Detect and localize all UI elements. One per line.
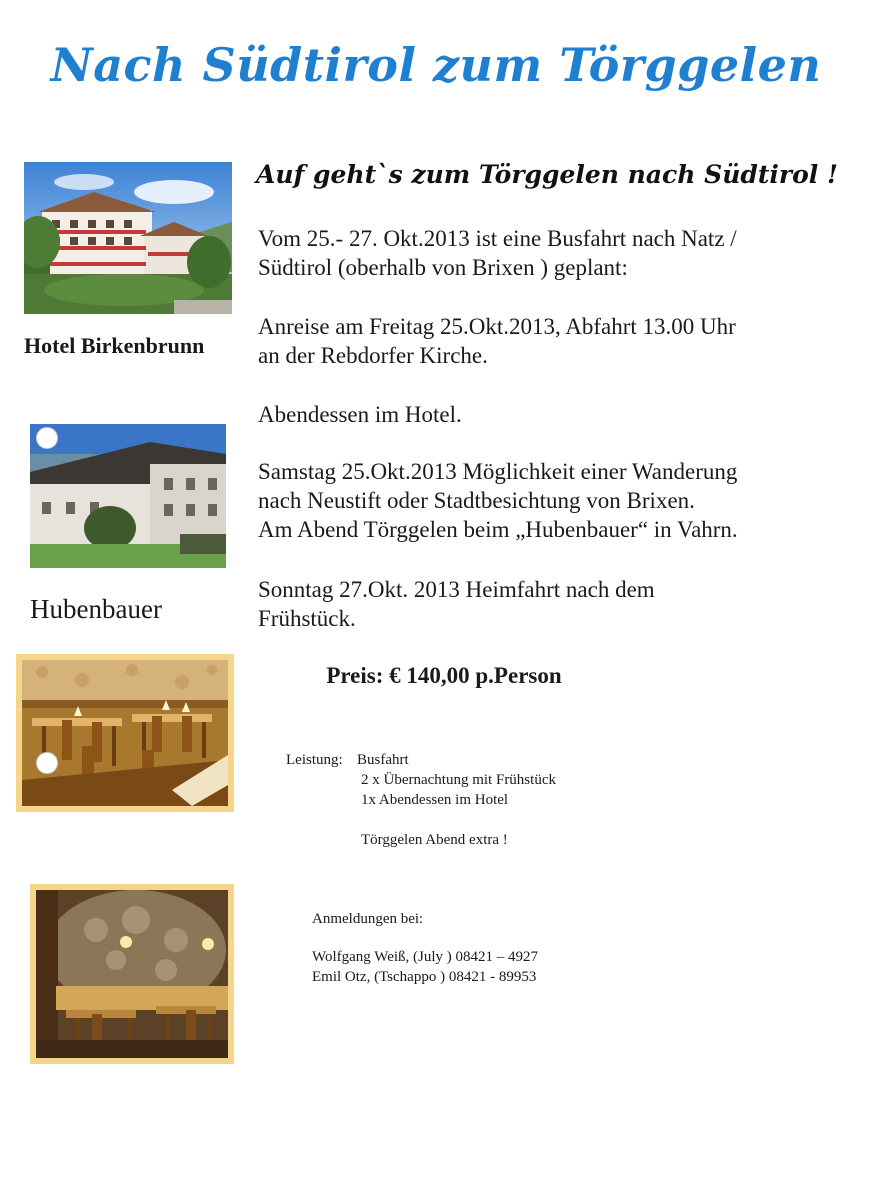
text-line: Abendessen im Hotel. [258,402,462,427]
text-line: Anreise am Freitag 25.Okt.2013, Abfahrt 13.00 Uhr [258,314,736,339]
hubenbauer-photo [30,424,226,568]
text-line: nach Neustift oder Stadtbesichtung von Brixen. [258,488,695,513]
leistung-item: 2 x Übernachtung mit Frühstück [361,772,556,788]
paragraph-abendessen [258,400,462,429]
paragraph-samstag [258,457,738,544]
keller-photo-frame [30,884,234,1064]
text-line: Südtirol (oberhalb von Brixen ) geplant: [258,255,628,280]
keller-photo [36,890,228,1058]
text-line: Vom 25.- 27. Okt.2013 ist eine Busfahrt nach Natz / [258,226,737,251]
contact-line: Emil Otz, (Tschappo ) 08421 - 89953 [312,969,537,985]
paragraph-sonntag [258,575,655,633]
text-line: Sonntag 27.Okt. 2013 Heimfahrt nach dem [258,577,655,602]
text-line: Frühstück. [258,606,356,631]
text-line: Am Abend Törggelen beim „Hubenbauer“ in Vahrn. [258,517,738,542]
text-line: an der Rebdorfer Kirche. [258,343,488,368]
leistung-label: Leistung: [286,752,343,768]
paragraph-anreise [258,312,736,370]
hubenbauer-caption: Hubenbauer [30,594,162,624]
leistung-extra: Törggelen Abend extra ! [361,832,508,848]
leistung-item: Busfahrt [357,752,409,768]
contact-line: Wolfgang Weiß, (July ) 08421 – 4927 [312,949,539,965]
paragraph-dates [258,224,737,282]
punch-hole-top [36,427,58,449]
anmeldung-label: Anmeldungen bei: [312,911,424,927]
price: Preis: € 140,00 p.Person [326,663,562,688]
hotel-caption: Hotel Birkenbrunn [24,333,205,358]
subtitle: Auf geht`s zum Törggelen nach Südtirol ! [256,160,838,189]
punch-hole-bottom [36,752,58,774]
hotel-birkenbrunn-photo [24,162,232,314]
text-line: Samstag 25.Okt.2013 Möglichkeit einer Wanderung [258,459,738,484]
leistung-item: 1x Abendessen im Hotel [361,792,509,808]
page-title: Nach Südtirol zum Törggelen [50,38,822,92]
